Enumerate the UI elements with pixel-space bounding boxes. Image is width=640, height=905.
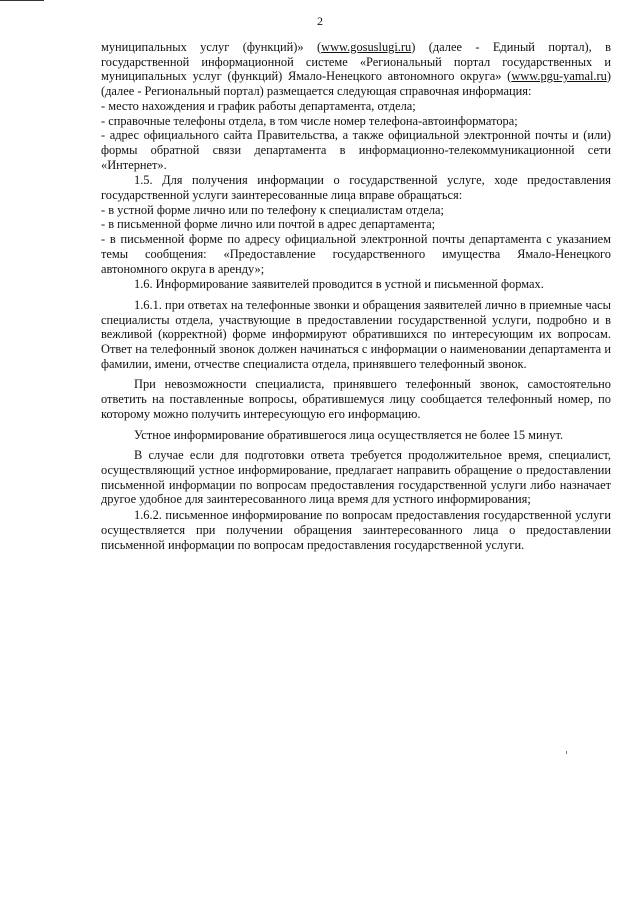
scan-speck — [566, 751, 567, 754]
text-fragment: ) (далее - Единый портал), в государственной информационной системе «Региональный портал государственных и муниципальных услуг (функций) Ямало-Ненецкого автономного округа» ( — [101, 40, 612, 84]
paragraph-portals — [101, 40, 611, 99]
list-item: - справочные телефоны отдела, в том числе номер телефона-автоинформатора; — [101, 113, 518, 128]
paragraph-oral-duration: Устное информирование обратившегося лица осуществляется не более 15 минут. — [134, 427, 564, 442]
paragraph-long-answer: В случае если для подготовки ответа требуется продолжительное время, специалист, осуществляющий устное информирование, предлагает направить обращение о предоставлении письменной информации по вопросам предоставления государственной услуги либо назначает другое удобное для заинтересованного лица время для устного информирования; — [101, 448, 611, 507]
paragraph-1-5: 1.5. Для получения информации о государственной услуге, ходе предоставления государственной услуги заинтересованные лица вправе обращаться: — [101, 173, 611, 203]
list-item: - место нахождения и график работы департамента, отдела; — [101, 98, 416, 113]
page-number: 2 — [317, 14, 323, 28]
list-item: - в письменной форме лично или почтой в адрес департамента; — [101, 217, 436, 232]
list-item: - адрес официального сайта Правительства, а также официальной электронной почты и (или) формы обратной связи департамента в информационно-телекоммуникационной сети «Интернет». — [101, 128, 611, 172]
list-item: - в письменной форме по адресу официальной электронной почты департамента с указанием темы сообщения: «Предоставление государственного имущества Ямало-Ненецкого автономного округа в аренду»; — [101, 232, 611, 276]
text-fragment: муниципальных услуг (функций)» ( — [101, 40, 322, 54]
paragraph-1-6-2: 1.6.2. письменное информирование по вопросам предоставления государственной услуги осуществляется при получении обращения заинтересованного лица о предоставлении письменной информации по вопросам предоставления государственной услуги. — [101, 508, 611, 552]
document-body — [101, 40, 611, 552]
list-item: - в устной форме лично или по телефону к специалистам отдела; — [101, 202, 444, 217]
text-fragment: ) (далее - Региональный портал) размещается следующая справочная информация: — [101, 69, 611, 99]
paragraph-impossible: При невозможности специалиста, принявшего телефонный звонок, самостоятельно ответить на поставленные вопросы, обратившемуся лицу сообщается телефонный номер, по которому можно получить интересующую его информацию. — [101, 377, 611, 421]
page-edge-mark — [0, 0, 44, 1]
paragraph-1-6: 1.6. Информирование заявителей проводится в устной и письменной формах. — [134, 277, 544, 292]
link-gosuslugi[interactable]: www.gosuslugi.ru — [321, 40, 412, 54]
paragraph-1-6-1: 1.6.1. при ответах на телефонные звонки и обращения заявителей лично в приемные часы специалисты отдела, участвующие в предоставлении государственной услуги, подробно и в вежливой (корректной) форме информируют обратившихся по интересующим их вопросам. Ответ на телефонный звонок должен начинаться с информации о наименовании департамента и фамилии, имени, отчестве специалиста отдела, принявшего телефонный звонок. — [101, 297, 611, 371]
link-pgu-yamal[interactable]: www.pgu-yamal.ru — [511, 69, 607, 84]
